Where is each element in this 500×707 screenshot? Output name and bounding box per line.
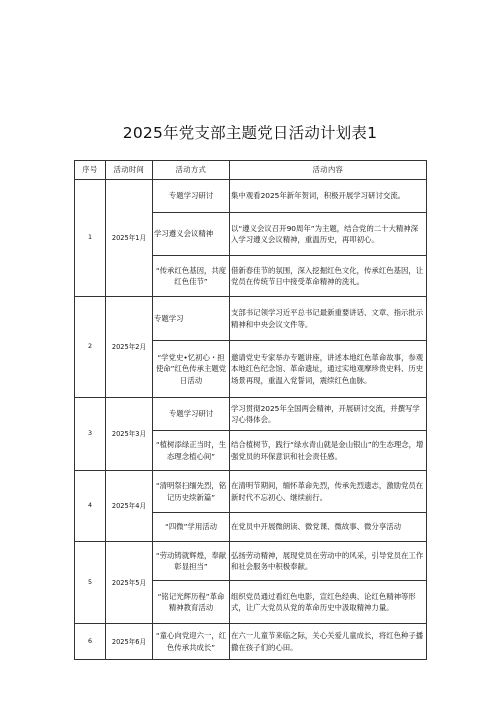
row-time: 2025年2月 [106,297,153,398]
activity-method: 学习遵义会议精神 [153,213,230,256]
row-index: 1 [75,180,106,297]
row-time: 2025年3月 [106,398,153,471]
document-title: 2025年党支部主题党日活动计划表1 [122,124,378,142]
activity-method: “铭记光辉历程”革命精神教育活动 [153,581,230,624]
activity-content: 在清明节期间，缅怀革命先烈，传承先烈遗志，激励党员在新时代不忘初心、继续前行。 [230,471,427,513]
activity-method: 专题学习研讨 [153,398,230,431]
table-row [75,398,427,431]
activity-method: 专题学习 [153,297,230,341]
table-row [75,297,427,341]
activity-content: 学习贯彻2025年全国两会精神，开展研讨交流，并撰写学习心得体会。 [230,398,427,431]
activity-content: 邀请党史专家举办专题讲座，讲述本地红色革命故事，参观本地红色纪念馆、革命遗址，通过实地观摩珍贵史料、历史场景再现，重温入党誓词，震续红色血脉。 [230,341,427,398]
activity-content: 借新春佳节的氛围，深入挖掘红色文化，传承红色基因，让党员在传统节日中接受革命精神的洗礼。 [230,256,427,297]
header-index: 序号 [75,161,106,180]
activity-method: “劳动铸就辉煌，奉献彰显担当” [153,542,230,581]
header-method: 活动方式 [153,161,230,180]
row-index: 5 [75,542,106,624]
activity-content: 在六一儿童节来临之际，关心关爱儿童成长，将红色种子播撒在孩子们的心田。 [230,624,427,660]
activity-content: 弘扬劳动精神，展现党员在劳动中的风采，引导党员在工作和社会服务中积极奉献。 [230,542,427,581]
activity-content: 结合植树节，践行“绿水青山就是金山银山”的生态理念，增强党员的环保意识和社会责任感。 [230,431,427,471]
header-time: 活动时间 [106,161,153,180]
activity-method: 专题学习研讨 [153,180,230,213]
activity-method: “学党史•忆初心・担使命”红色传承主题党日活动 [153,341,230,398]
row-time: 2025年1月 [106,180,153,297]
row-time: 2025年4月 [106,471,153,542]
activity-method: “传承红色基因，共度红色佳节” [153,256,230,297]
activity-method: “童心向党迎六一，红色传承共成长” [153,624,230,660]
activity-method: “清明祭扫缅先烈，铭记历史续新篇” [153,471,230,513]
table-row [75,624,427,660]
row-index: 2 [75,297,106,398]
row-index: 4 [75,471,106,542]
row-time: 2025年6月 [106,624,153,660]
table-row [75,542,427,581]
table-header-row [75,161,427,180]
activity-content: 集中观看2025年新年贺词，积极开展学习研讨交流。 [230,180,427,213]
activity-method: “四微”学用活动 [153,513,230,542]
row-index: 3 [75,398,106,471]
activity-content: 组织党员通过看红色电影，宣红色经典、论红色精神等形式，让广大党员从党的革命历史中汲取精神力量。 [230,581,427,624]
row-time: 2025年5月 [106,542,153,624]
row-index: 6 [75,624,106,660]
table-row [75,180,427,213]
activity-plan-table [74,160,427,660]
activity-content: 在党员中开展微朗读、微党课、微故事、微分享活动 [230,513,427,542]
header-content: 活动内容 [230,161,427,180]
activity-method: “植树添绿正当时，生态理念植心间” [153,431,230,471]
activity-content: 以“遵义会议召开90周年”为主题，结合党的二十大精神深入学习遵义会议精神，重温历史，再叩初心。 [230,213,427,256]
table-row [75,471,427,513]
activity-content: 支部书记领学习近平总书记最新重要讲话、文章、指示批示精神和中央会议文件等。 [230,297,427,341]
